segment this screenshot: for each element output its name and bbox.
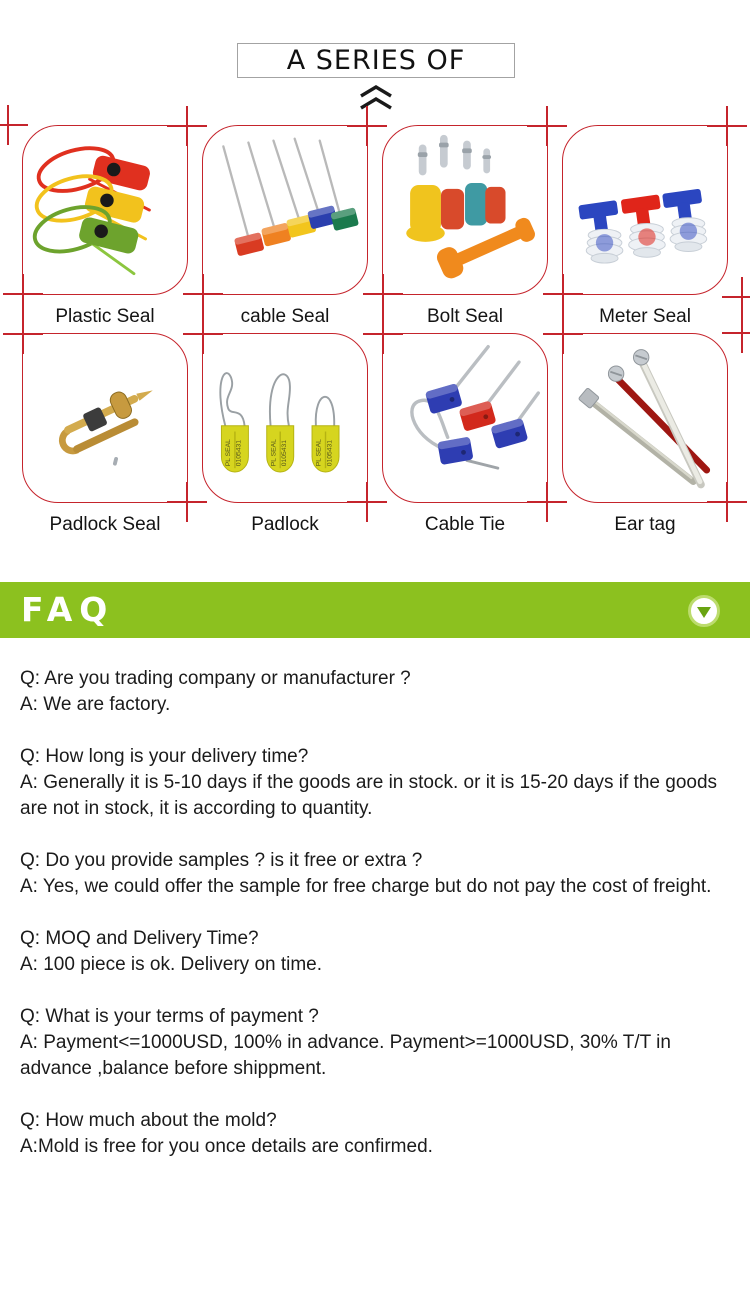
product-image-frame [202, 333, 368, 503]
faq-item [20, 1108, 728, 1160]
faq-item [20, 744, 728, 822]
product-card-cable-tie [382, 333, 548, 535]
faq-question: Q: Are you trading company or manufacturer ? [20, 668, 411, 689]
product-image-frame [562, 333, 728, 503]
product-image-frame [202, 125, 368, 295]
faq-answer: A: Payment<=1000USD, 100% in advance. Payment>=1000USD, 30% T/T in advance ,balance before shippment. [20, 1032, 671, 1079]
svg-text:0105431: 0105431 [281, 440, 288, 467]
product-label: Meter Seal [599, 306, 691, 327]
product-card-padlock-seal [22, 333, 188, 535]
product-label: Plastic Seal [55, 306, 155, 327]
faq-question: Q: Do you provide samples ? is it free or extra ? [20, 850, 423, 871]
product-image-frame [22, 125, 188, 295]
faq-toggle-button[interactable] [688, 595, 720, 627]
product-image-frame [382, 333, 548, 503]
padlock-photo [206, 337, 366, 501]
cable-seal-photo [206, 129, 366, 293]
faq-heading: FAQ [21, 590, 115, 629]
product-image-frame [562, 125, 728, 295]
faq-content [20, 666, 728, 1186]
product-card-meter-seal [562, 125, 728, 327]
product-label: cable Seal [240, 306, 330, 327]
faq-answer: A: 100 piece is ok. Delivery on time. [20, 954, 323, 975]
product-image-frame [382, 125, 548, 295]
product-card-bolt-seal [382, 125, 548, 327]
svg-text:0105431: 0105431 [235, 440, 243, 467]
product-label: Cable Tie [424, 514, 506, 535]
faq-answer: A: Yes, we could offer the sample for free charge but do not pay the cost of freight. [20, 876, 712, 897]
series-title-box [237, 43, 515, 78]
faq-banner [0, 582, 750, 638]
faq-answer: A:Mold is free for you once details are confirmed. [20, 1136, 433, 1157]
faq-question: Q: How long is your delivery time? [20, 746, 309, 767]
svg-text:PL SEAL: PL SEAL [270, 439, 278, 467]
product-card-plastic-seal [22, 125, 188, 327]
product-label: Padlock [251, 514, 319, 535]
faq-item [20, 1004, 728, 1082]
padlock-seal-photo [26, 337, 186, 501]
cable-tie-photo [386, 337, 546, 501]
faq-question: Q: How much about the mold? [20, 1110, 277, 1131]
product-card-cable-seal [202, 125, 368, 327]
faq-item [20, 666, 728, 718]
product-image-frame [22, 333, 188, 503]
svg-text:PL SEAL: PL SEAL [225, 439, 233, 467]
series-title: A SERIES OF [286, 45, 466, 76]
bolt-seal-photo [386, 129, 546, 293]
svg-text:0105431: 0105431 [326, 440, 334, 467]
faq-answer: A: Generally it is 5-10 days if the goods are in stock. or it is 15-20 days if the goods are not in stock, it is according to quantity. [20, 772, 718, 819]
faq-question: Q: What is your terms of payment ? [20, 1006, 319, 1027]
product-label: Padlock Seal [49, 514, 161, 535]
faq-item [20, 848, 728, 900]
down-triangle-icon [697, 607, 711, 618]
product-label: Ear tag [614, 514, 676, 535]
meter-seal-photo [566, 129, 726, 293]
product-label: Bolt Seal [426, 306, 504, 327]
plastic-seal-photo [26, 129, 186, 293]
product-card-ear-tag [562, 333, 728, 535]
ear-tag-photo [566, 337, 726, 501]
svg-text:PL SEAL: PL SEAL [315, 439, 323, 467]
product-card-padlock [202, 333, 368, 535]
double-chevron-up-icon [357, 84, 395, 112]
faq-question: Q: MOQ and Delivery Time? [20, 928, 259, 949]
faq-answer: A: We are factory. [20, 694, 171, 715]
faq-item [20, 926, 728, 978]
